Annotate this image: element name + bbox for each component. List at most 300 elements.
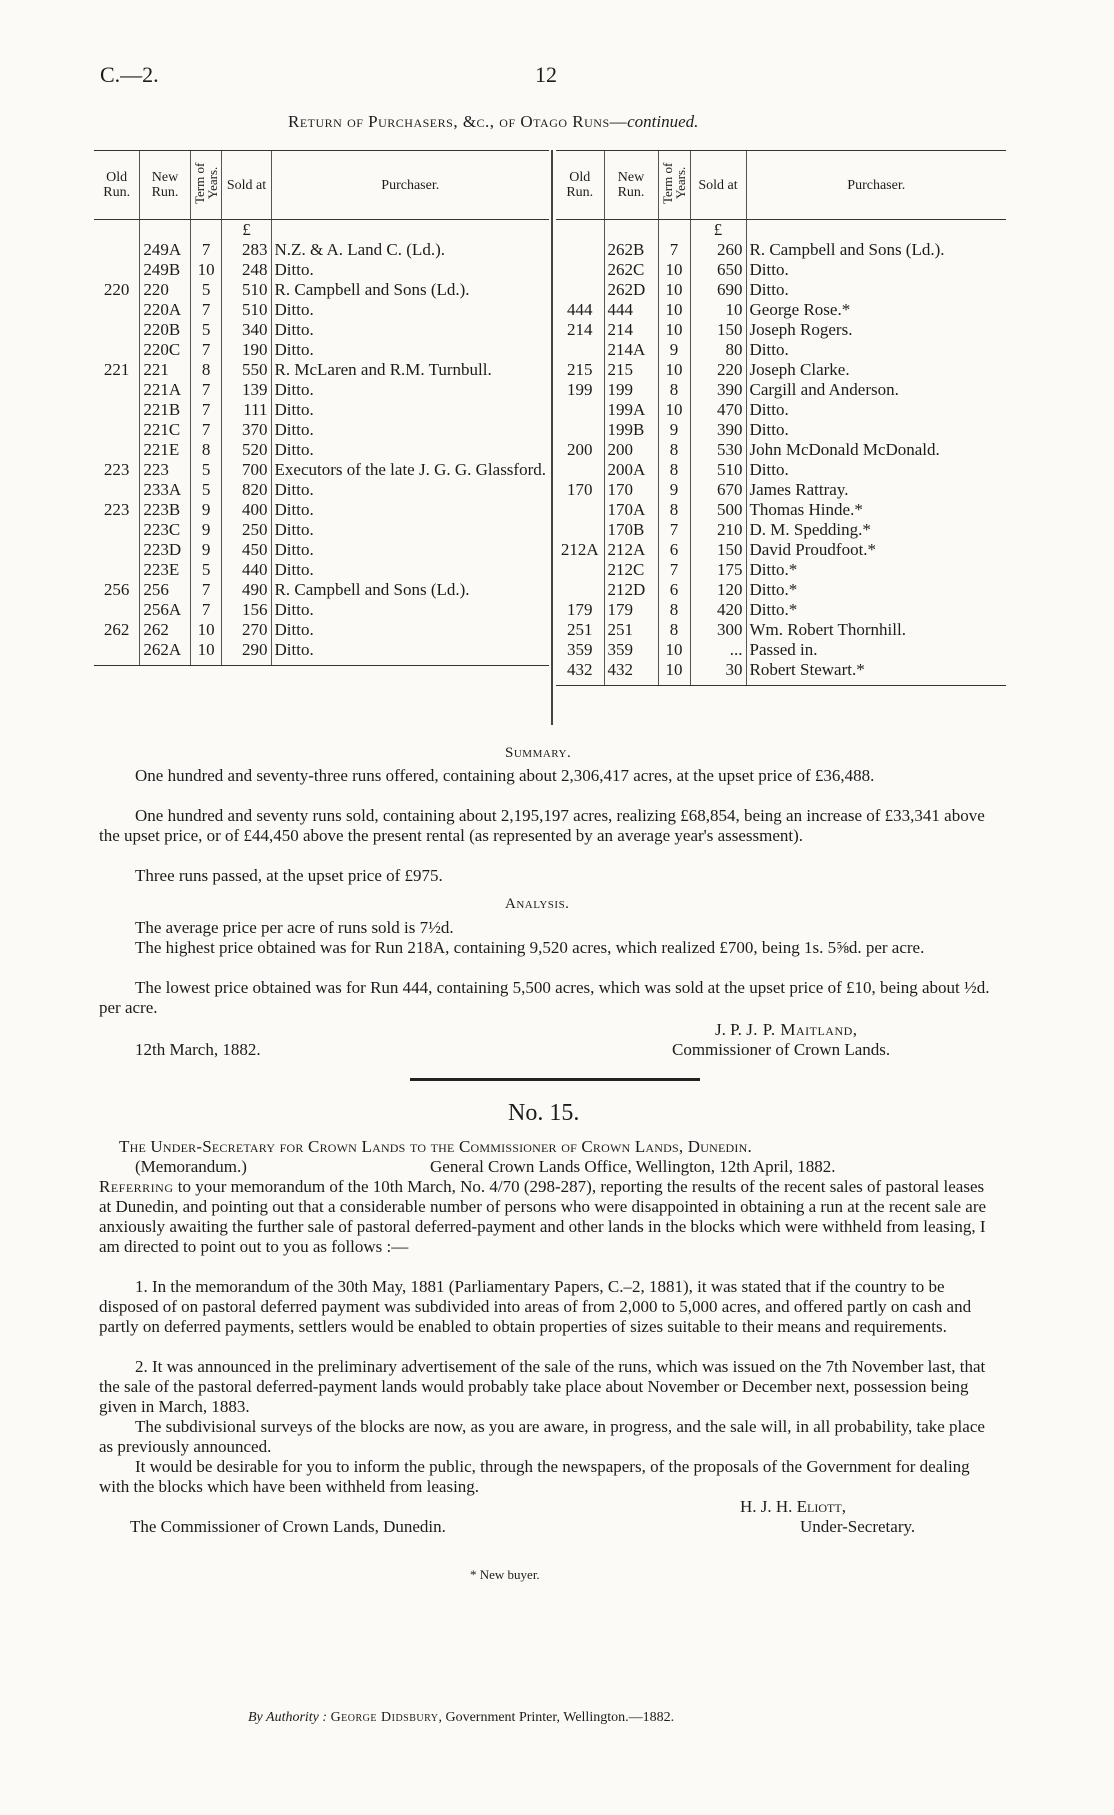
old-run-cell: [556, 400, 604, 420]
sold-at-cell: 248: [222, 260, 271, 280]
sold-at-cell: 220: [690, 360, 746, 380]
sold-at-cell: 370: [222, 420, 271, 440]
sold-at-cell: 490: [222, 580, 271, 600]
term-cell: 10: [658, 260, 690, 280]
left-return-table: [94, 150, 549, 666]
purchaser-cell: D. M. Spedding.*: [746, 520, 1006, 540]
purchaser-cell: Ditto.: [271, 420, 549, 440]
term-cell: 7: [658, 520, 690, 540]
table-title: [288, 112, 698, 132]
old-run-cell: [94, 300, 140, 320]
purchaser-cell: Executors of the late J. G. G. Glassford.: [271, 460, 549, 480]
table-row: [556, 540, 1006, 560]
new-run-cell: 249B: [140, 260, 190, 280]
old-run-cell: 215: [567, 360, 593, 379]
table-row: [556, 560, 1006, 580]
term-cell: 8: [658, 440, 690, 460]
empty-cell: [140, 220, 190, 241]
purchaser-cell: Ditto.: [271, 560, 549, 580]
letter-paragraph-5: It would be desirable for you to inform the public, through the newspapers, of the proposals of the Government for dealing with the blocks which have been withheld from leasing.: [99, 1457, 970, 1496]
table-row: [556, 620, 1006, 640]
table-row: [94, 480, 549, 500]
term-cell: 7: [190, 300, 222, 320]
sold-at-cell: 260: [690, 240, 746, 260]
purchaser-cell: Ditto.: [271, 260, 549, 280]
sold-at-cell: 400: [222, 500, 271, 520]
term-cell: 10: [658, 300, 690, 320]
summary-paragraph-1: One hundred and seventy-three runs offered, containing about 2,306,417 acres, at the upset price of £36,488.: [135, 766, 875, 785]
table-title-main: Return of Purchasers, &c., of Otago Runs—: [288, 112, 628, 131]
term-cell: 7: [190, 580, 222, 600]
header-old-run: Old Run.: [94, 151, 140, 220]
new-run-cell: 215: [604, 360, 658, 380]
table-row: [94, 300, 549, 320]
purchaser-cell: James Rattray.: [746, 480, 1006, 500]
empty-cell: [604, 220, 658, 241]
new-run-cell: 249A: [140, 240, 190, 260]
purchaser-cell: N.Z. & A. Land C. (Ld.).: [271, 240, 549, 260]
analysis-signatory-title: Commissioner of Crown Lands.: [672, 1040, 891, 1059]
term-cell: 9: [190, 520, 222, 540]
letter-signatory: H. J. H. Eliott,: [740, 1497, 846, 1516]
old-run-cell: [556, 340, 604, 360]
imprint-printer: George Didsbury: [330, 1710, 439, 1725]
purchaser-cell: Ditto.*: [746, 580, 1006, 600]
term-cell: 7: [190, 380, 222, 400]
purchaser-cell: Ditto.: [271, 520, 549, 540]
analysis-date: 12th March, 1882.: [135, 1040, 261, 1059]
old-run-cell: 262: [103, 620, 130, 639]
old-run-cell: [556, 580, 604, 600]
table-row: [556, 480, 1006, 500]
term-cell: 8: [658, 380, 690, 400]
new-run-cell: 256A: [140, 600, 190, 620]
term-cell: 7: [190, 240, 222, 260]
table-row: [94, 540, 549, 560]
table-row: [556, 360, 1006, 380]
table-title-continued: continued.: [627, 112, 699, 131]
table-row: [94, 580, 549, 600]
right-return-table: [556, 150, 1006, 686]
imprint-suffix: , Government Printer, Wellington.—1882.: [438, 1710, 675, 1725]
sold-at-cell: 470: [690, 400, 746, 420]
sold-at-cell: 530: [690, 440, 746, 460]
table-row: [556, 580, 1006, 600]
old-run-cell: [94, 340, 140, 360]
term-cell: 8: [190, 360, 222, 380]
new-run-cell: 223E: [140, 560, 190, 580]
purchaser-cell: George Rose.*: [746, 300, 1006, 320]
sold-at-cell: 520: [222, 440, 271, 460]
sold-at-cell: 80: [690, 340, 746, 360]
purchaser-cell: Ditto.: [271, 480, 549, 500]
new-run-cell: 170B: [604, 520, 658, 540]
new-run-cell: 214: [604, 320, 658, 340]
old-run-cell: 220: [103, 280, 130, 299]
old-run-cell: [556, 560, 604, 580]
purchaser-cell: Ditto.: [271, 620, 549, 640]
analysis-heading: Analysis.: [505, 896, 570, 912]
sold-at-cell: 139: [222, 380, 271, 400]
purchaser-cell: David Proudfoot.*: [746, 540, 1006, 560]
old-run-cell: [556, 260, 604, 280]
analysis-paragraph-3: The lowest price obtained was for Run 444, containing 5,500 acres, which was sold at the upset price of £10, being about ½d. per acre.: [99, 978, 990, 1017]
purchaser-cell: Robert Stewart.*: [746, 660, 1006, 686]
letter-heading: The Under-Secretary for Crown Lands to the Commissioner of Crown Lands, Dunedin.: [119, 1137, 752, 1156]
header-new-run: New Run.: [604, 151, 658, 220]
letter-paragraph-3: 2. It was announced in the preliminary advertisement of the sale of the runs, which was issued on the 7th November last, that the sale of the pastoral deferred-payment lands would probably take place about November or December next, possession being given in March, 1883.: [99, 1357, 986, 1416]
purchaser-cell: Ditto.: [271, 320, 549, 340]
old-run-cell: 223: [103, 500, 130, 519]
table-row: [94, 360, 549, 380]
sold-at-cell: 150: [690, 320, 746, 340]
purchaser-cell: Ditto.: [271, 300, 549, 320]
table-row: [556, 600, 1006, 620]
letter-office: General Crown Lands Office, Wellington, 12th April, 1882.: [430, 1157, 836, 1176]
new-run-cell: 220C: [140, 340, 190, 360]
old-run-cell: [556, 520, 604, 540]
empty-cell: [658, 220, 690, 241]
old-run-cell: 170: [567, 480, 593, 499]
old-run-cell: [94, 540, 140, 560]
term-cell: 10: [658, 660, 690, 686]
sold-at-cell: 340: [222, 320, 271, 340]
term-cell: 10: [190, 620, 222, 640]
sold-at-cell: 510: [690, 460, 746, 480]
term-cell: 8: [658, 460, 690, 480]
purchaser-cell: Ditto.: [271, 400, 549, 420]
old-run-cell: [94, 560, 140, 580]
section-divider: [410, 1078, 700, 1081]
old-run-cell: 444: [567, 300, 593, 319]
new-run-cell: 223C: [140, 520, 190, 540]
table-row: [94, 460, 549, 480]
purchaser-cell: Ditto.: [271, 380, 549, 400]
table-row: [94, 240, 549, 260]
purchaser-cell: Ditto.: [746, 460, 1006, 480]
purchaser-cell: R. McLaren and R.M. Turnbull.: [271, 360, 549, 380]
letter-paragraph-1: Referring to your memorandum of the 10th March, No. 4/70 (298-287), reporting the results of the recent sales of pastoral leases at Dunedin, and pointing out that a considerable number of persons who were disappointed in obtaining a run at the recent sale are anxiously awaiting the further sale of pastoral deferred-payment and other lands in the blocks which were withheld from leasing, I am directed to point out to you as follows :—: [99, 1177, 987, 1256]
table-row: [94, 620, 549, 640]
new-run-cell: 221B: [140, 400, 190, 420]
letter-paragraph-2: 1. In the memorandum of the 30th May, 1881 (Parliamentary Papers, C.–2, 1881), it was stated that if the country to be disposed of on pastoral deferred payment was subdivided into areas of from 2,000 to 5,000 acres, and offered partly on cash and partly on deferred payments, settlers would be enabled to obtain properties of sizes suitable to their means and requirements.: [99, 1277, 972, 1336]
old-run-cell: 179: [567, 600, 593, 619]
purchaser-cell: Cargill and Anderson.: [746, 380, 1006, 400]
header-sold-at: Sold at: [222, 151, 271, 220]
term-cell: 5: [190, 560, 222, 580]
table-row: [556, 280, 1006, 300]
purchaser-cell: Joseph Rogers.: [746, 320, 1006, 340]
empty-cell: [746, 220, 1006, 241]
old-run-cell: [94, 260, 140, 280]
table-row: [556, 660, 1006, 686]
purchaser-cell: R. Campbell and Sons (Ld.).: [271, 280, 549, 300]
table-row: [556, 520, 1006, 540]
sold-at-cell: 300: [690, 620, 746, 640]
term-cell: 7: [658, 560, 690, 580]
new-run-cell: 256: [140, 580, 190, 600]
new-run-cell: 212A: [604, 540, 658, 560]
sold-at-cell: 175: [690, 560, 746, 580]
new-run-cell: 199B: [604, 420, 658, 440]
old-run-cell: 223: [103, 460, 130, 479]
new-run-cell: 220A: [140, 300, 190, 320]
term-cell: 7: [190, 340, 222, 360]
table-row: [556, 440, 1006, 460]
sold-at-cell: 550: [222, 360, 271, 380]
empty-cell: [556, 220, 604, 241]
empty-cell: [190, 220, 222, 241]
purchaser-cell: Ditto.*: [746, 560, 1006, 580]
sold-at-cell: 120: [690, 580, 746, 600]
new-run-cell: 233A: [140, 480, 190, 500]
new-run-cell: 262: [140, 620, 190, 640]
table-row: [556, 300, 1006, 320]
new-run-cell: 432: [604, 660, 658, 686]
sold-at-cell: 670: [690, 480, 746, 500]
old-run-cell: [94, 440, 140, 460]
new-run-cell: 200A: [604, 460, 658, 480]
term-cell: 7: [190, 400, 222, 420]
footnote: * New buyer.: [470, 1567, 540, 1582]
pound-sign: £: [690, 220, 746, 241]
summary-paragraph-3: Three runs passed, at the upset price of £975.: [135, 866, 443, 885]
table-row: [556, 240, 1006, 260]
imprint-prefix: By Authority :: [248, 1710, 328, 1725]
table-row: [94, 500, 549, 520]
purchaser-cell: Ditto.: [271, 640, 549, 666]
table-row: [94, 420, 549, 440]
new-run-cell: 444: [604, 300, 658, 320]
term-cell: 8: [658, 500, 690, 520]
table-row: [94, 380, 549, 400]
summary-heading: Summary.: [505, 745, 572, 761]
purchaser-cell: John McDonald McDonald.: [746, 440, 1006, 460]
term-cell: 6: [658, 580, 690, 600]
term-cell: 5: [190, 320, 222, 340]
sold-at-cell: 650: [690, 260, 746, 280]
sold-at-cell: 440: [222, 560, 271, 580]
sold-at-cell: 390: [690, 380, 746, 400]
old-run-cell: 251: [567, 620, 593, 639]
table-row: [94, 600, 549, 620]
letter-paragraph-4: The subdivisional surveys of the blocks are now, as you are aware, in progress, and the sale will, in all probability, take place as previously announced.: [99, 1417, 985, 1456]
analysis-signatory: J. P. J. P. Maitland,: [715, 1020, 858, 1039]
old-run-cell: 212A: [560, 540, 599, 559]
purchaser-cell: Ditto.: [746, 400, 1006, 420]
old-run-cell: [94, 480, 140, 500]
sold-at-cell: 111: [222, 400, 271, 420]
new-run-cell: 359: [604, 640, 658, 660]
sold-at-cell: 283: [222, 240, 271, 260]
term-cell: 9: [658, 420, 690, 440]
purchaser-cell: Ditto.: [271, 540, 549, 560]
new-run-cell: 262B: [604, 240, 658, 260]
old-run-cell: 200: [567, 440, 593, 459]
purchaser-cell: Ditto.: [271, 500, 549, 520]
new-run-cell: 199A: [604, 400, 658, 420]
table-row: [556, 460, 1006, 480]
new-run-cell: 212D: [604, 580, 658, 600]
term-cell: 10: [658, 400, 690, 420]
term-cell: 8: [190, 440, 222, 460]
header-purchaser: Purchaser.: [271, 151, 549, 220]
old-run-cell: [556, 280, 604, 300]
new-run-cell: 223D: [140, 540, 190, 560]
table-row: [556, 400, 1006, 420]
sold-at-cell: 150: [690, 540, 746, 560]
table-row: [94, 560, 549, 580]
purchaser-cell: R. Campbell and Sons (Ld.).: [271, 580, 549, 600]
purchaser-cell: Ditto.: [271, 340, 549, 360]
table-row: [556, 340, 1006, 360]
term-cell: 9: [658, 480, 690, 500]
sold-at-cell: 820: [222, 480, 271, 500]
purchaser-cell: Ditto.: [746, 280, 1006, 300]
old-run-cell: [94, 520, 140, 540]
new-run-cell: 223B: [140, 500, 190, 520]
sold-at-cell: 210: [690, 520, 746, 540]
sold-at-cell: 270: [222, 620, 271, 640]
table-row: [94, 280, 549, 300]
summary-paragraph-2: One hundred and seventy runs sold, containing about 2,195,197 acres, realizing £68,854, being an increase of £33,341 above the upset price, or of £44,450 above the present rental (as represented by an average year's assessment).: [99, 806, 985, 845]
sold-at-cell: 30: [690, 660, 746, 686]
purchaser-cell: Ditto.: [271, 440, 549, 460]
table-row: [94, 640, 549, 666]
purchaser-cell: Ditto.: [746, 420, 1006, 440]
header-term: Term of Years.: [190, 151, 222, 220]
sold-at-cell: 700: [222, 460, 271, 480]
old-run-cell: [556, 240, 604, 260]
purchaser-cell: R. Campbell and Sons (Ld.).: [746, 240, 1006, 260]
table-row: [556, 320, 1006, 340]
term-cell: 6: [658, 540, 690, 560]
letter-signatory-title: Under-Secretary.: [800, 1517, 916, 1536]
sold-at-cell: 156: [222, 600, 271, 620]
letter-first-word: Referring: [99, 1177, 174, 1196]
sold-at-cell: 500: [690, 500, 746, 520]
purchaser-cell: Wm. Robert Thornhill.: [746, 620, 1006, 640]
new-run-cell: 199: [604, 380, 658, 400]
purchaser-cell: Joseph Clarke.: [746, 360, 1006, 380]
new-run-cell: 221C: [140, 420, 190, 440]
new-run-cell: 220B: [140, 320, 190, 340]
purchaser-cell: Passed in.: [746, 640, 1006, 660]
sold-at-cell: 290: [222, 640, 271, 666]
new-run-cell: 170: [604, 480, 658, 500]
term-cell: 5: [190, 480, 222, 500]
old-run-cell: 221: [103, 360, 130, 379]
term-cell: 8: [658, 620, 690, 640]
header-term: Term of Years.: [658, 151, 690, 220]
new-run-cell: 179: [604, 600, 658, 620]
sold-at-cell: 450: [222, 540, 271, 560]
currency-row: [556, 220, 1006, 241]
term-cell: 7: [658, 240, 690, 260]
sold-at-cell: 510: [222, 300, 271, 320]
table-row: [556, 380, 1006, 400]
sold-at-cell: 690: [690, 280, 746, 300]
term-cell: 5: [190, 460, 222, 480]
analysis-paragraph-2: The highest price obtained was for Run 218A, containing 9,520 acres, which realized £700, being 1s. 5⅝d. per acre.: [135, 938, 925, 957]
new-run-cell: 262A: [140, 640, 190, 666]
term-cell: 10: [658, 320, 690, 340]
table-row: [556, 640, 1006, 660]
term-cell: 7: [190, 600, 222, 620]
old-run-cell: [94, 640, 140, 666]
purchaser-cell: Thomas Hinde.*: [746, 500, 1006, 520]
sold-at-cell: 190: [222, 340, 271, 360]
analysis-paragraph-1: The average price per acre of runs sold is 7½d.: [135, 918, 454, 937]
table-divider: [551, 150, 553, 725]
purchaser-cell: Ditto.*: [746, 600, 1006, 620]
term-cell: 10: [658, 640, 690, 660]
table-row: [94, 340, 549, 360]
sold-at-cell: 420: [690, 600, 746, 620]
sold-at-cell: 390: [690, 420, 746, 440]
old-run-cell: [94, 320, 140, 340]
old-run-cell: [94, 380, 140, 400]
letter-addressee: The Commissioner of Crown Lands, Dunedin.: [130, 1517, 446, 1536]
term-cell: 9: [190, 540, 222, 560]
page-number: 12: [535, 62, 557, 87]
sold-at-cell: 10: [690, 300, 746, 320]
term-cell: 10: [190, 640, 222, 666]
sold-at-cell: ...: [690, 640, 746, 660]
new-run-cell: 214A: [604, 340, 658, 360]
table-row: [556, 500, 1006, 520]
header-sold-at: Sold at: [690, 151, 746, 220]
empty-cell: [94, 220, 140, 241]
letter-number: No. 15.: [508, 1100, 580, 1126]
old-run-cell: 214: [567, 320, 593, 339]
currency-row: [94, 220, 549, 241]
old-run-cell: 359: [567, 640, 593, 659]
empty-cell: [271, 220, 549, 241]
term-cell: 9: [190, 500, 222, 520]
table-row: [94, 440, 549, 460]
letter-memo: (Memorandum.): [135, 1157, 247, 1176]
purchaser-cell: Ditto.: [746, 340, 1006, 360]
old-run-cell: [556, 500, 604, 520]
imprint: [248, 1710, 674, 1726]
new-run-cell: 223: [140, 460, 190, 480]
new-run-cell: 262C: [604, 260, 658, 280]
new-run-cell: 200: [604, 440, 658, 460]
term-cell: 5: [190, 280, 222, 300]
new-run-cell: 251: [604, 620, 658, 640]
document-ref: C.—2.: [100, 62, 159, 87]
term-cell: 7: [190, 420, 222, 440]
new-run-cell: 262D: [604, 280, 658, 300]
sold-at-cell: 250: [222, 520, 271, 540]
table-row: [556, 260, 1006, 280]
old-run-cell: 256: [103, 580, 130, 599]
header-purchaser: Purchaser.: [746, 151, 1006, 220]
table-row: [556, 420, 1006, 440]
old-run-cell: [94, 420, 140, 440]
sold-at-cell: 510: [222, 280, 271, 300]
purchaser-cell: Ditto.: [746, 260, 1006, 280]
table-row: [94, 400, 549, 420]
new-run-cell: 221E: [140, 440, 190, 460]
table-row: [94, 520, 549, 540]
purchaser-cell: Ditto.: [271, 600, 549, 620]
term-cell: 10: [190, 260, 222, 280]
old-run-cell: [94, 240, 140, 260]
term-cell: 8: [658, 600, 690, 620]
header-new-run: New Run.: [140, 151, 190, 220]
